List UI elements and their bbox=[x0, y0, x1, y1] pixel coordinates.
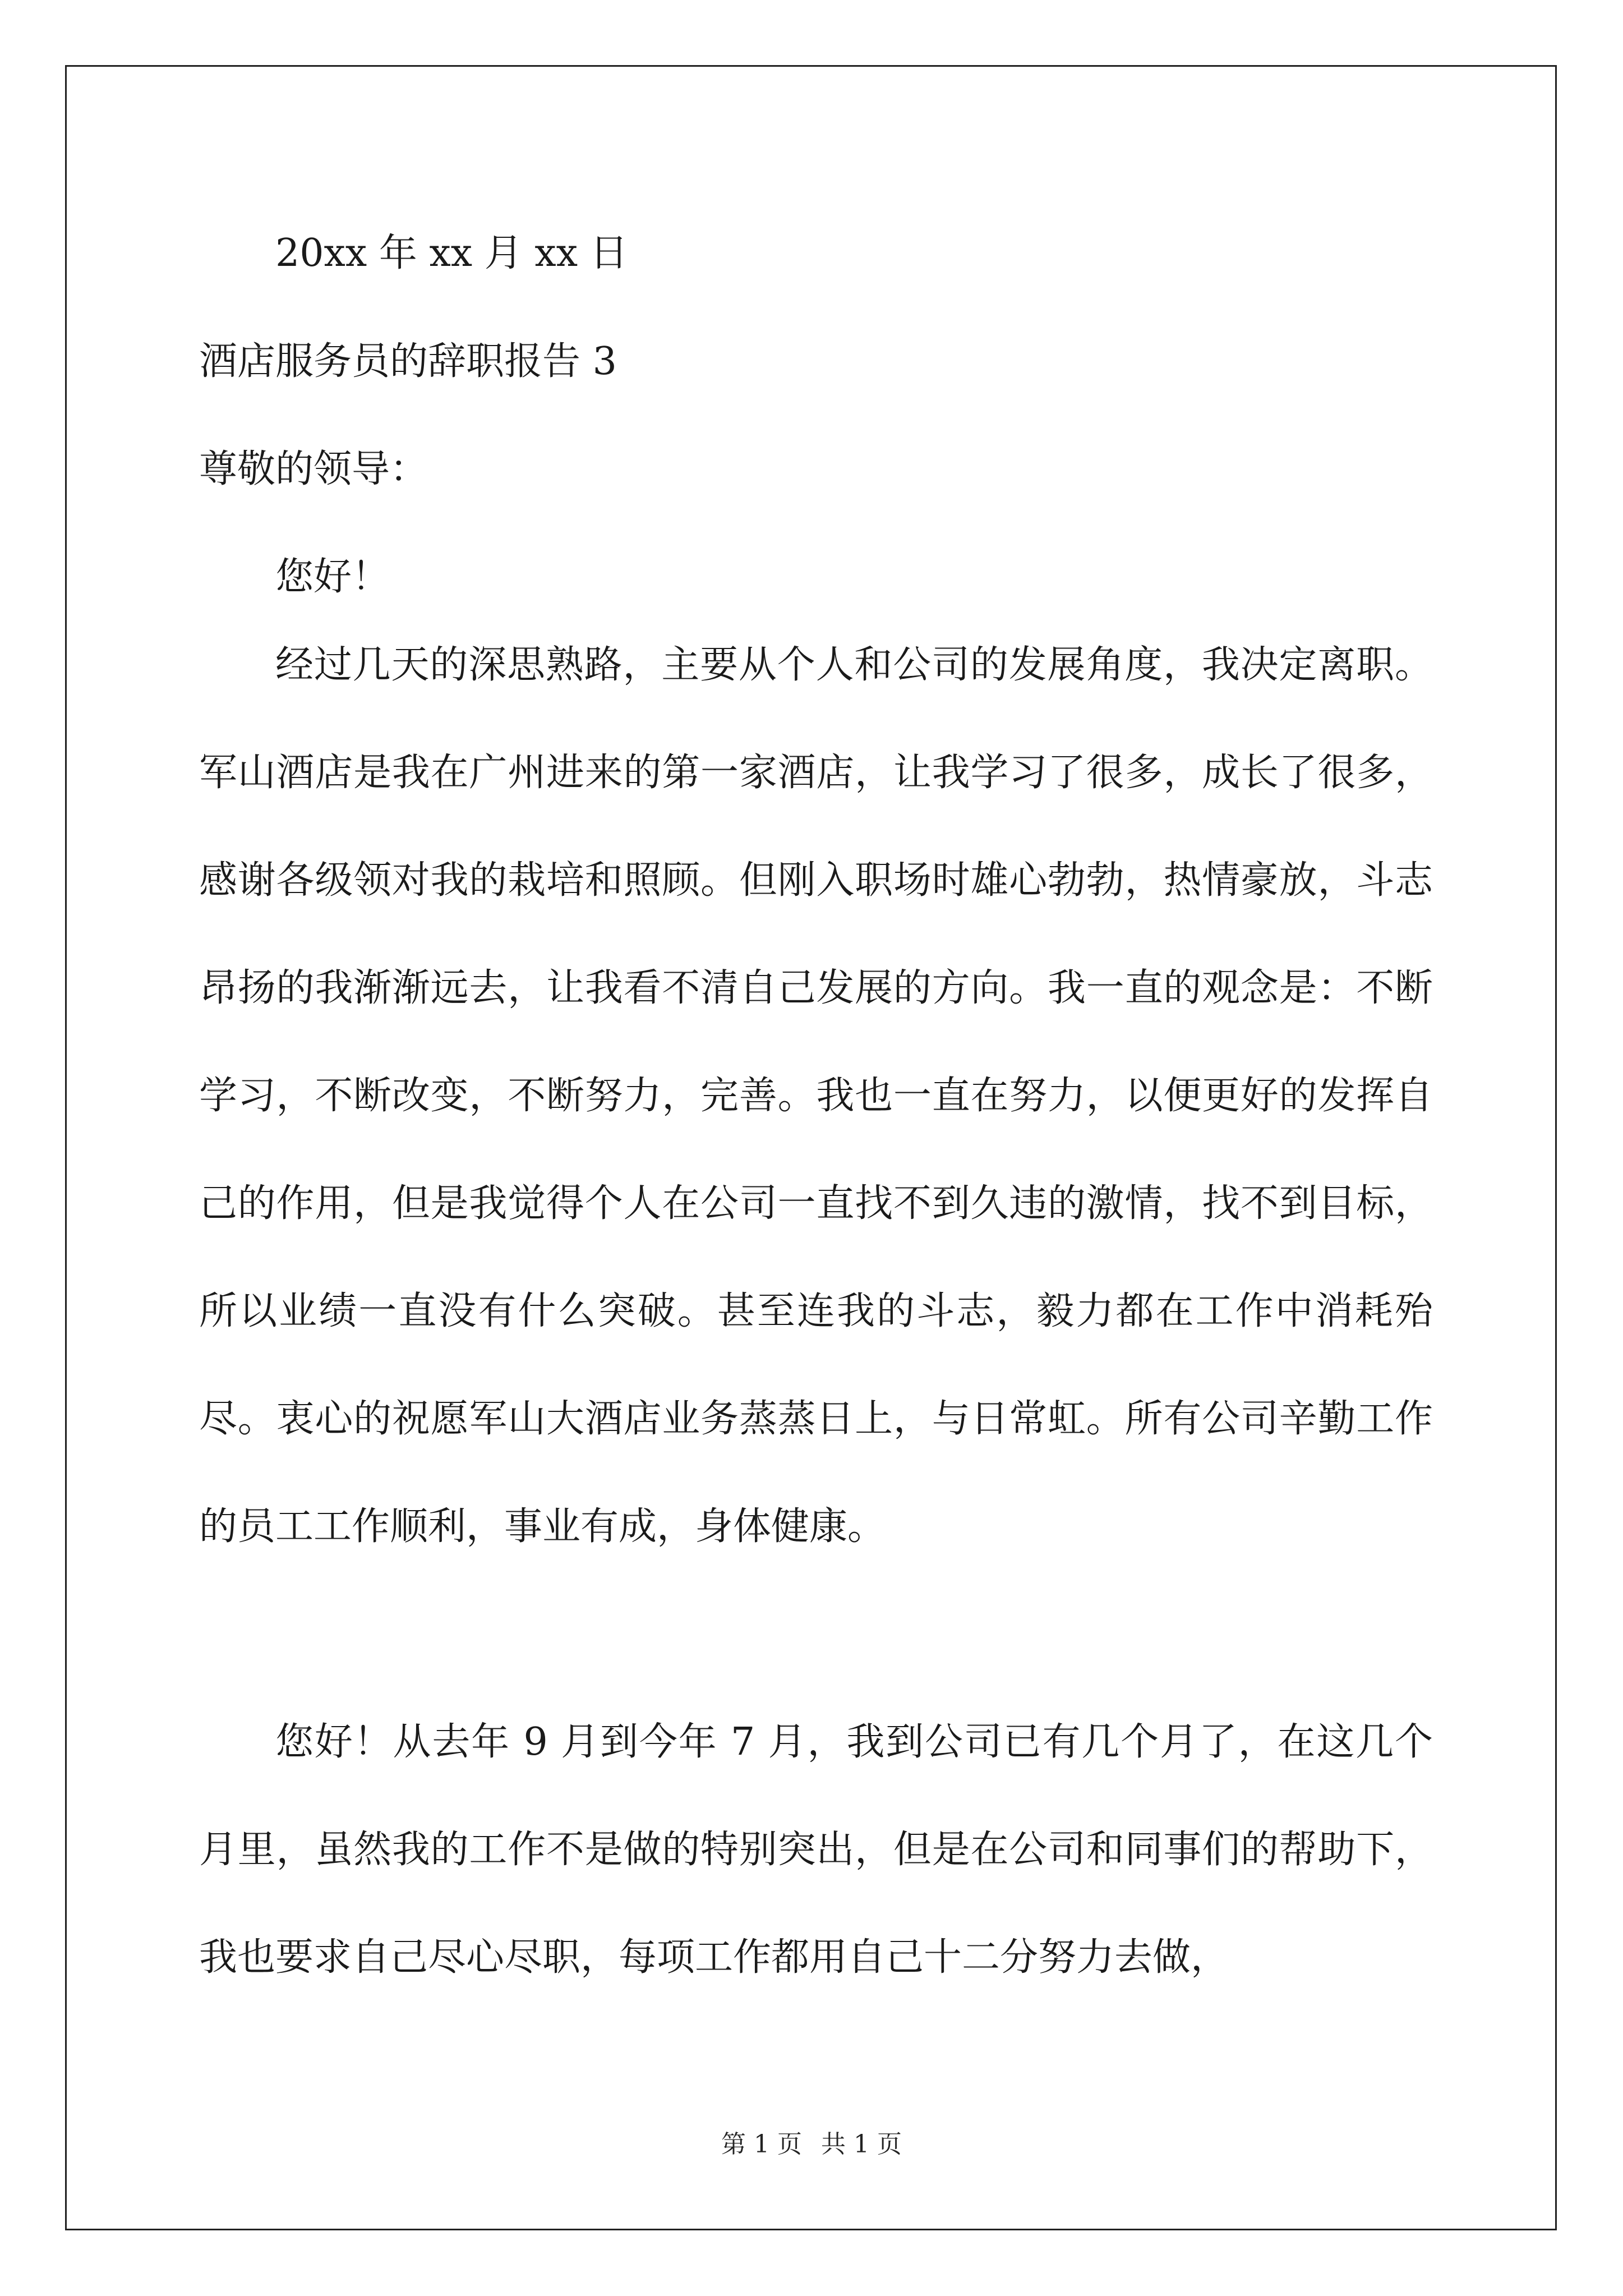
body-paragraph-1: 经过几天的深思熟路，主要从个人和公司的发展角度，我决定离职。军山酒店是我在广州进来的第一家酒店，让我学习了很多，成长了很多，感谢各级领对我的栽培和照顾。但刚入职场时雄心勃勃，热情豪放，斗志昂扬的我渐渐远去，让我看不清自己发展的方向。我一直的观念是：不断学习，不断改变，不断努力，完善。我也一直在努力，以便更好的发挥自己的作用，但是我觉得个人在公司一直找不到久违的激情，找不到目标，所以业绩一直没有什么突破。甚至连我的斗志，毅力都在工作中消耗殆尽。衷心的祝愿军山大酒店业务蒸蒸日上，与日常虹。所有公司辛勤工作的员工工作顺利，事业有成，身体健康。 bbox=[199, 643, 1433, 1549]
page-total: 共 1 页 bbox=[821, 2130, 902, 2159]
page-footer bbox=[0, 2124, 1623, 2160]
page-number: 第 1 页 bbox=[721, 2130, 802, 2159]
date-line: 20xx 年 xx 月 xx 日 bbox=[275, 231, 628, 275]
greeting: 您好！ bbox=[275, 555, 390, 599]
section-title: 酒店服务员的辞职报告 3 bbox=[199, 339, 617, 384]
body-paragraph-2: 您好！从去年 9 月到今年 7 月，我到公司已有几个月了，在这几个月里，虽然我的工作不是做的特别突出，但是在公司和同事们的帮助下，我也要求自己尽心尽职，每项工作都用自己十二分努力去做， bbox=[199, 1720, 1433, 1980]
salutation: 尊敬的领导： bbox=[199, 447, 428, 491]
